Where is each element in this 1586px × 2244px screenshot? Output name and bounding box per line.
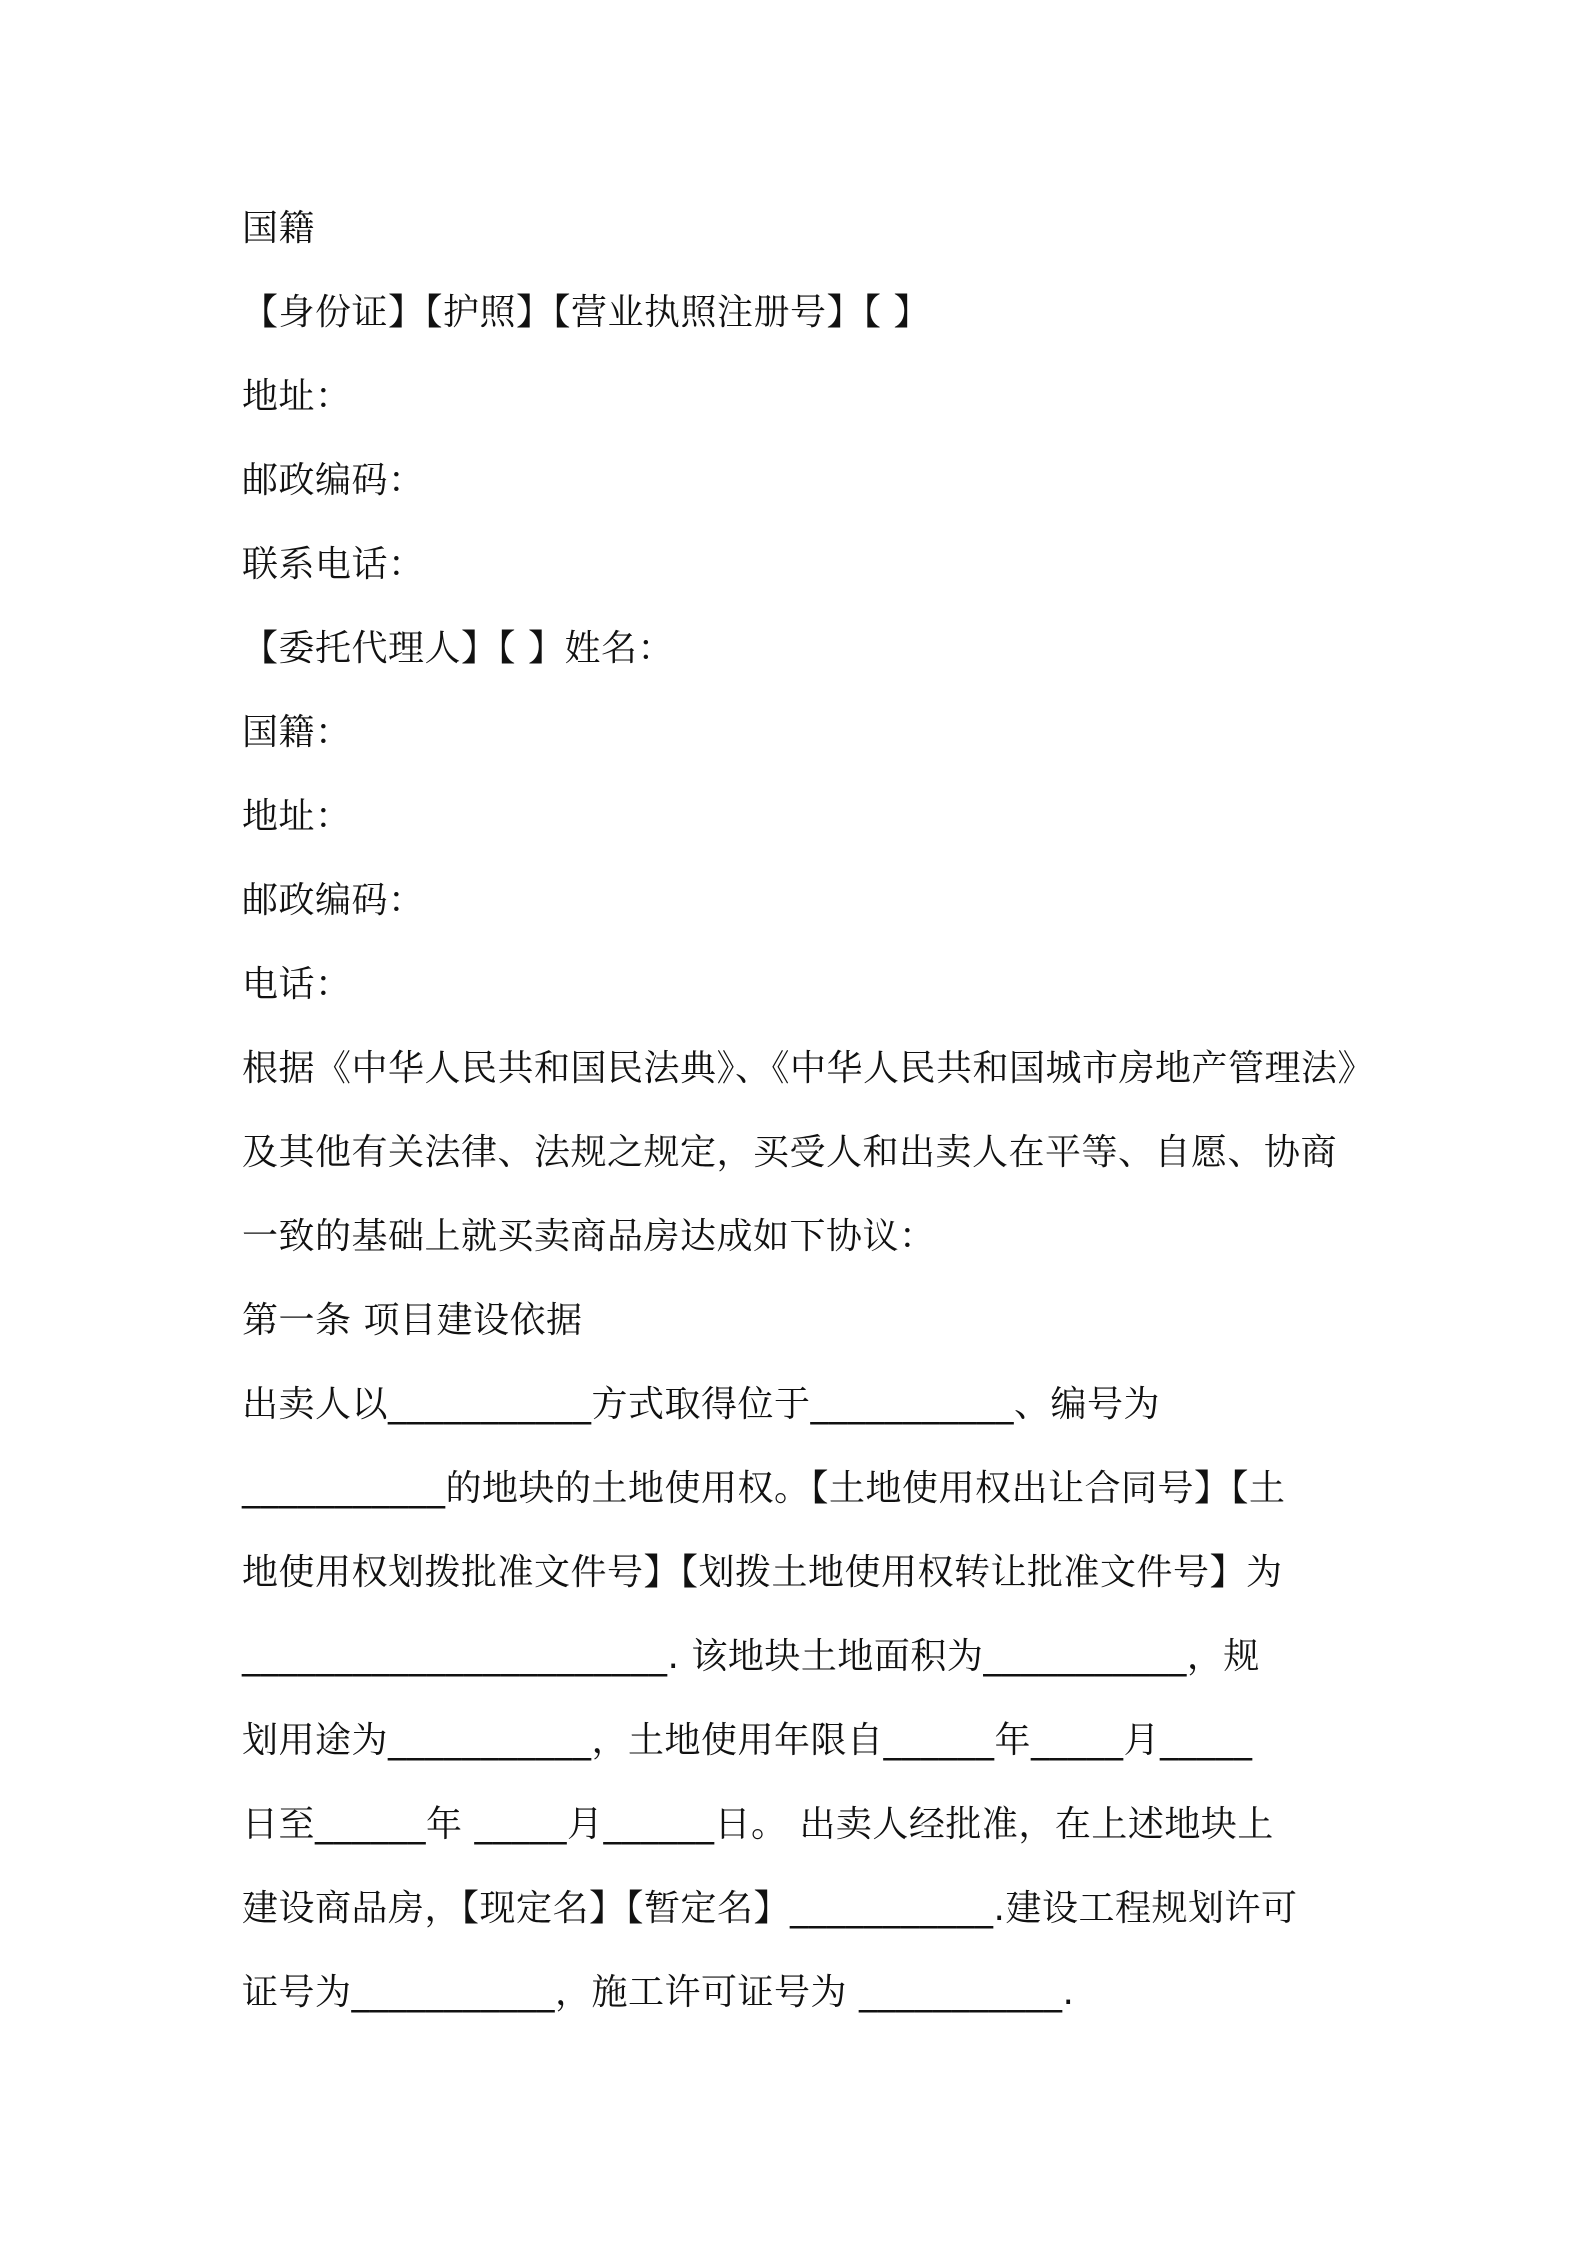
agent-address-label: 地址：	[242, 796, 352, 837]
article-1-line-4: _______________________. 该地块土地面积为___________，规	[242, 1636, 1260, 1677]
article-1-line-8: 证号为___________，施工许可证号为 ___________.	[242, 1972, 1075, 2013]
article-1-line-5: 划用途为___________，土地使用年限自______年_____月_____	[242, 1720, 1253, 1761]
preamble-line-1: 根据《中华人民共和国民法典》、《中华人民共和国城市房地产管理法》	[242, 1048, 1375, 1089]
address-label: 地址：	[242, 376, 352, 417]
agent-postal-code-label: 邮政编码：	[242, 880, 425, 921]
id-type-line: 【身份证】【护照】【营业执照注册号】【 】	[242, 292, 930, 333]
nationality-heading: 国籍	[242, 208, 316, 249]
preamble-line-2: 及其他有关法律、法规之规定，买受人和出卖人在平等、自愿、协商	[242, 1132, 1338, 1173]
agent-nationality-label: 国籍：	[242, 712, 352, 753]
article-1-line-7: 建设商品房，【现定名】【暂定名】___________.建设工程规划许可	[242, 1888, 1298, 1929]
article-1-heading: 第一条 项目建设依据	[242, 1300, 583, 1341]
article-1-line-3: 地使用权划拨批准文件号】【划拨土地使用权转让批准文件号】为	[242, 1552, 1283, 1593]
article-1-line-1: 出卖人以___________方式取得位于___________、编号为	[242, 1384, 1161, 1425]
postal-code-label: 邮政编码：	[242, 460, 425, 501]
preamble-line-3: 一致的基础上就买卖商品房达成如下协议：	[242, 1216, 936, 1257]
contact-phone-label: 联系电话：	[242, 544, 425, 585]
agent-name-line: 【委托代理人】【 】姓名：	[242, 628, 674, 669]
article-1-line-6: 日至______年 _____月______日。 出卖人经批准，在上述地块上	[242, 1804, 1274, 1845]
agent-phone-label: 电话：	[242, 964, 352, 1005]
article-1-line-2: ___________的地块的土地使用权。【土地使用权出让合同号】【土	[242, 1468, 1286, 1509]
